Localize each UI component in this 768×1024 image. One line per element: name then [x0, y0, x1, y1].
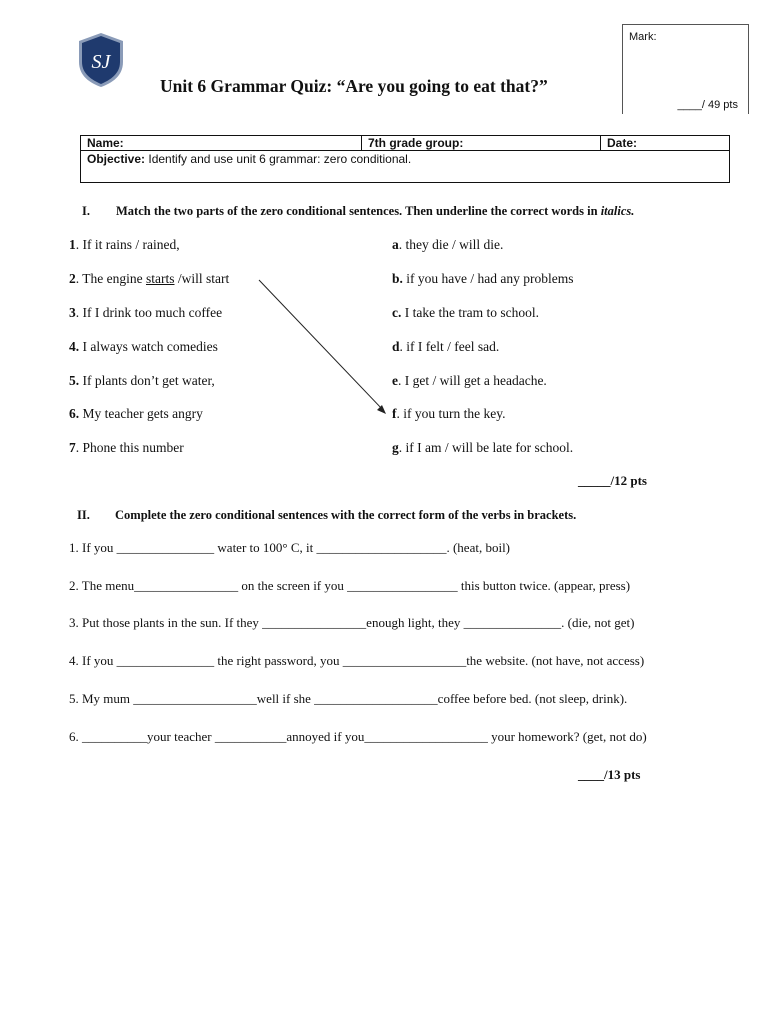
section-1-instruction-italic: italics.	[600, 204, 635, 218]
item-text: If it rains / rained,	[82, 237, 180, 252]
match-right-item-c	[392, 305, 539, 321]
name-label: Name:	[87, 136, 124, 150]
name-field[interactable]	[81, 136, 362, 151]
mark-box	[622, 24, 749, 114]
item-sep: . The engine	[75, 271, 146, 286]
item-number: 6.	[69, 406, 80, 421]
item-letter: c.	[392, 305, 402, 320]
match-right-item-g	[392, 440, 573, 456]
item-text: My teacher gets angry	[82, 406, 203, 421]
match-right-item-e	[392, 373, 547, 389]
section-2-score: ____/13 pts	[578, 767, 641, 782]
logo-monogram: SJ	[91, 51, 111, 73]
section-1-heading	[82, 204, 634, 219]
section-1-score: _____/12 pts	[578, 473, 647, 488]
fill-sentence-3[interactable]: 3. Put those plants in the sun. If they ________________enough light, they _______________. (die, not get)	[69, 615, 635, 630]
item-number: 4.	[69, 339, 80, 354]
date-label: Date:	[607, 136, 638, 150]
match-left-item-7	[69, 440, 184, 456]
match-left-item-1	[69, 237, 180, 253]
match-right-item-b	[392, 271, 573, 287]
item-letter: f	[392, 406, 397, 421]
item-text: if you have / had any problems	[402, 271, 574, 286]
objective-text: Identify and use unit 6 grammar: zero conditional.	[145, 152, 412, 166]
item-number: 5.	[69, 373, 80, 388]
match-left-item-5	[69, 373, 215, 389]
section-2-instruction: Complete the zero conditional sentences with the correct form of the verbs in brackets.	[115, 508, 577, 522]
item-letter: e	[392, 373, 398, 388]
fill-sentence-5[interactable]: 5. My mum ___________________well if she ___________________coffee before bed. (not sleep, drink).	[69, 691, 628, 706]
item-text: I take the tram to school.	[401, 305, 539, 320]
total-points: ____/ 49 pts	[677, 99, 738, 111]
item-letter: d	[392, 339, 400, 354]
item-letter: g	[392, 440, 399, 455]
item-text: . if I am / will be late for school.	[398, 440, 574, 455]
item-number: 2	[69, 271, 76, 286]
match-left-item-3	[69, 305, 222, 321]
item-sep: .	[75, 237, 83, 252]
objective-label: Objective:	[87, 152, 146, 166]
fill-sentence-2[interactable]: 2. The menu________________ on the screen if you _________________ this button twice. (appear, press)	[69, 578, 631, 593]
item-text: I always watch comedies	[82, 339, 218, 354]
item-text: Phone this number	[82, 440, 184, 455]
section-2-number: II.	[77, 508, 90, 522]
section-1-instruction: Match the two parts of the zero conditional sentences. Then underline the correct words in	[116, 204, 601, 218]
section-1-number: I.	[82, 204, 90, 218]
item-text: . I get / will get a headache.	[398, 373, 547, 388]
item-text: . if you turn the key.	[396, 406, 506, 421]
match-left-item-4	[69, 339, 218, 355]
match-right-item-a	[392, 237, 503, 253]
fill-sentence-6[interactable]: 6. __________your teacher ___________annoyed if you___________________ your homework? (get, not do)	[69, 729, 647, 744]
underlined-word[interactable]: starts	[145, 271, 175, 286]
item-text: If plants don’t get water,	[82, 373, 215, 388]
group-field[interactable]	[362, 136, 601, 151]
match-left-item-2	[69, 271, 229, 287]
mark-label: Mark:	[629, 31, 657, 43]
item-text: If I drink too much coffee	[82, 305, 223, 320]
item-number: 7	[69, 440, 76, 455]
page-title: Unit 6 Grammar Quiz: “Are you going to eat that?”	[160, 76, 548, 96]
match-right-item-f	[392, 406, 505, 422]
objective-cell	[81, 151, 730, 183]
match-right-item-d	[392, 339, 499, 355]
fill-sentence-4[interactable]: 4. If you _______________ the right password, you ___________________the website. (not have, not access)	[69, 653, 645, 668]
item-number: 1	[69, 237, 76, 252]
group-label: 7th grade group:	[368, 136, 464, 150]
item-sep: .	[75, 305, 83, 320]
item-number: 3	[69, 305, 76, 320]
item-text: . they die / will die.	[398, 237, 504, 252]
section-2-heading	[77, 508, 576, 523]
student-info-table	[80, 135, 730, 183]
item-text: /will start	[174, 271, 230, 286]
school-crest-logo	[77, 32, 125, 88]
item-letter: a	[392, 237, 399, 252]
date-field[interactable]	[601, 136, 730, 151]
fill-sentence-1[interactable]: 1. If you _______________ water to 100° C, it ____________________. (heat, boil)	[69, 540, 511, 555]
item-letter: b.	[392, 271, 403, 286]
item-text: . if I felt / feel sad.	[399, 339, 500, 354]
item-sep: .	[75, 440, 83, 455]
match-left-item-6	[69, 406, 203, 422]
